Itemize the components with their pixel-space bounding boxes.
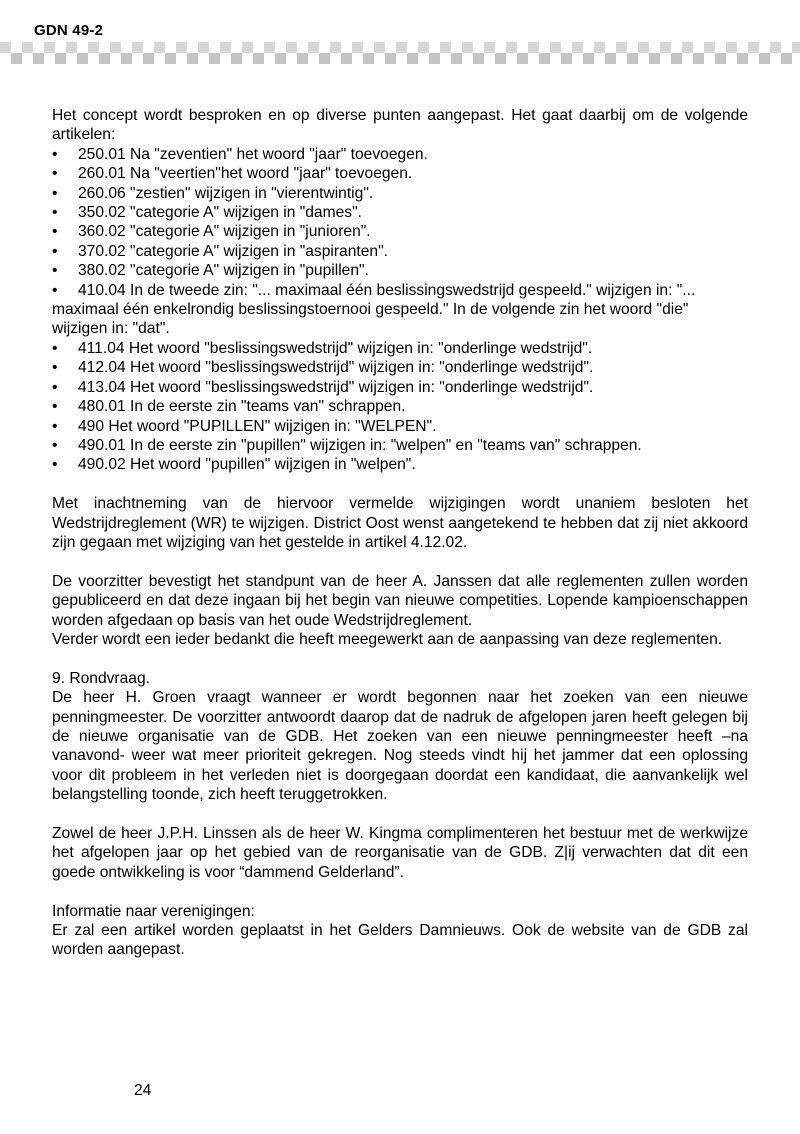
decision-paragraph: Met inachtneming van de hiervoor vermelde wijzigingen wordt unaniem besloten het Wedstrijdreglement (WR) te wijzigen. District Oost wenst aangetekend te hebben dat zij niet akkoord zijn gegaan met wijziging van het gestelde in artikel 4.12.02. bbox=[52, 495, 748, 551]
rondvraag-paragraph: De heer H. Groen vraagt wanneer er wordt begonnen naar het zoeken van een nieuwe penningmeester. De voorzitter antwoordt daarop dat de nadruk de afgelopen jaren heeft gelegen bij de nieuwe organisatie van de GDB. Het zoeken van een nieuwe penningmeester heeft –na vanavond- weer wat meer prioriteit gekregen. Nog steeds vindt hij het jammer dat een oplossing voor dit probleem in het verleden niet is doorgegaan doordat een kandidaat, die aanvankelijk wel belangstelling toonde, zich heeft teruggetrokken. bbox=[52, 689, 748, 804]
list-item: • 350.02 "categorie A" wijzigen in "dames". bbox=[52, 203, 748, 222]
list-item: • 490.01 In de eerste zin "pupillen" wijzigen in: "welpen" en "teams van" schrappen. bbox=[52, 436, 748, 455]
thanks-paragraph: Verder wordt een ieder bedankt die heeft meegewerkt aan de aanpassing van deze reglementen. bbox=[52, 630, 723, 648]
list-item: • 413.04 Het woord "beslissingswedstrijd" wijzigen in: "onderlinge wedstrijd". bbox=[52, 378, 748, 397]
article-list bbox=[52, 145, 748, 475]
header-title: GDN 49-2 bbox=[34, 22, 104, 39]
list-item: • 260.01 Na "veertien"het woord "jaar" toevoegen. bbox=[52, 164, 748, 183]
list-item: • 360.02 "categorie A" wijzigen in "junioren". bbox=[52, 222, 748, 241]
list-item: • 370.02 "categorie A" wijzigen in "aspiranten". bbox=[52, 242, 748, 261]
intro-paragraph: Het concept wordt besproken en op diverse punten aangepast. Het gaat daarbij om de volgende artikelen: bbox=[52, 107, 748, 144]
checkered-border bbox=[0, 42, 800, 64]
info-paragraph: Er zal een artikel worden geplaatst in het Gelders Damnieuws. Ook de website van de GDB zal worden aangepast. bbox=[52, 921, 748, 959]
list-item: • 412.04 Het woord "beslissingswedstrijd" wijzigen in: "onderlinge wedstrijd". bbox=[52, 358, 748, 377]
rondvraag-heading: 9. Rondvraag. bbox=[52, 669, 150, 687]
list-item: • 250.01 Na "zeventien" het woord "jaar" toevoegen. bbox=[52, 145, 748, 164]
chairman-paragraph: De voorzitter bevestigt het standpunt van de heer A. Janssen dat alle reglementen zullen worden gepubliceerd en dat deze ingaan bij het begin van nieuwe competities. Lopende kampioenschappen worden afgedaan op basis van het oude Wedstrijdreglement. bbox=[52, 572, 748, 629]
list-item: • 490 Het woord "PUPILLEN" wijzigen in: "WELPEN". bbox=[52, 417, 748, 436]
list-item: • 490.02 Het woord "pupillen" wijzigen in "welpen". bbox=[52, 455, 748, 474]
list-item-wrapped bbox=[52, 281, 748, 339]
list-item: • 411.04 Het woord "beslissingswedstrijd" wijzigen in: "onderlinge wedstrijd". bbox=[52, 339, 748, 358]
compliment-paragraph: Zowel de heer J.P.H. Linssen als de heer W. Kingma complimenteren het bestuur met de werkwijze het afgelopen jaar op het gebied van de reorganisatie van de GDB. Z|ij verwachten dat dit een goede ontwikkeling is voor “dammend Gelderland”. bbox=[52, 824, 748, 881]
page-number: 24 bbox=[134, 1082, 152, 1099]
list-item: • 260.06 "zestien" wijzigen in "vierentwintig". bbox=[52, 184, 748, 203]
list-item: • 480.01 In de eerste zin "teams van" schrappen. bbox=[52, 397, 748, 416]
list-item: • 380.02 "categorie A" wijzigen in "pupillen". bbox=[52, 261, 748, 280]
document-body bbox=[52, 106, 748, 960]
info-heading: Informatie naar verenigingen: bbox=[52, 902, 255, 920]
list-item-text: 410.04 In de tweede zin: "... maximaal één beslissingswedstrijd gespeeld." wijzigen in: "... maximaal één enkelrondig beslissingstoernooi gespeeld." In de volgende zin het woord "die" wijzigen in: "dat". bbox=[52, 281, 696, 338]
